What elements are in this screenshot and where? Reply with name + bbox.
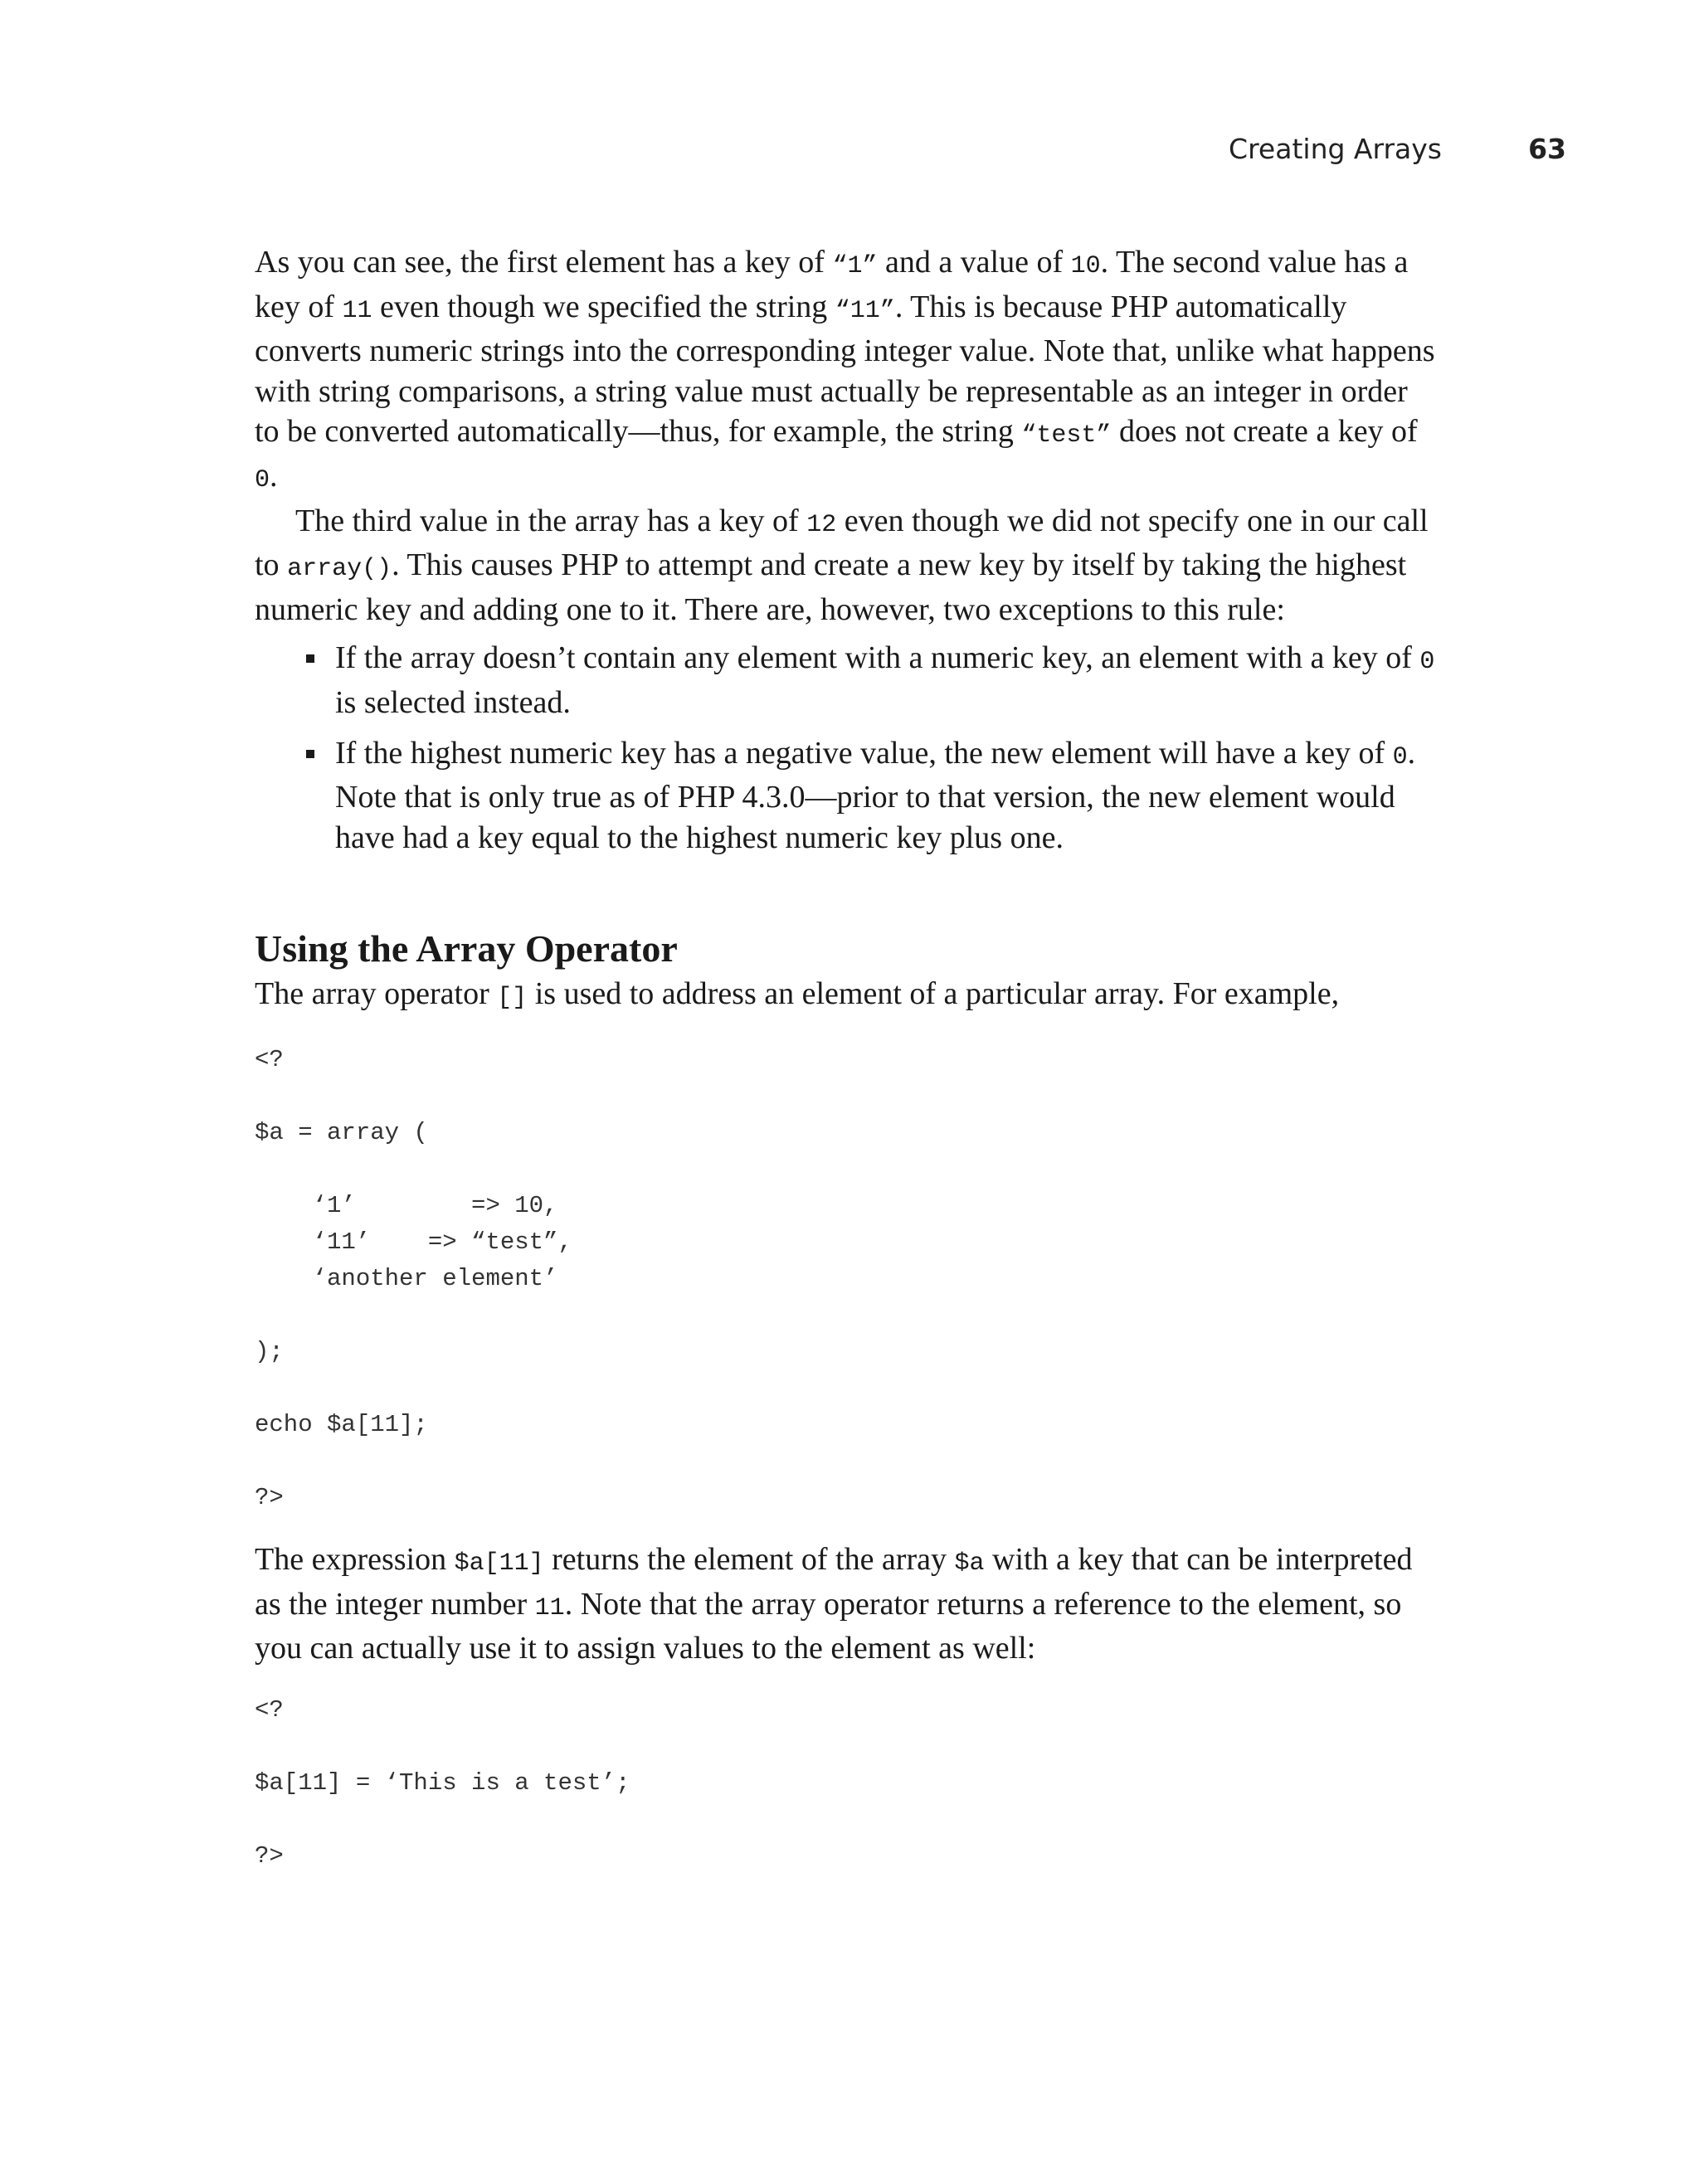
square-bullet-icon [306,750,314,758]
paragraph-4 [255,1540,1439,1669]
text-run: . Note that is only true as of PHP 4.3.0—prior to that version, the new element would have had a key equal to the highest numeric key plus one. [335,735,1416,855]
inline-code: 0 [255,465,270,494]
inline-code: $a [954,1549,985,1578]
code-block-1: <? $a = array ( ‘1’ => 10, ‘11’ => “test”, ‘another element’ ); echo $a[11]; ?> [255,1045,572,1511]
text-run: . This causes PHP to attempt and create a new key by itself by taking the highest numeric key and adding one to it. There are, however, two exceptions to this rule: [255,547,1407,627]
inline-code: “test” [1021,421,1112,450]
inline-code: “1” [832,252,878,280]
text-run: even though we did not specify one in our call to [255,503,1429,583]
text-run: does not create a key of [1111,414,1418,450]
inline-code: 0 [1392,742,1408,771]
text-run: returns the element of the array [543,1541,955,1577]
code-block-2: <? $a[11] = ‘This is a test’; ?> [255,1695,630,1870]
text-run: The array operator [255,976,498,1012]
text-run: The third value in the array has a key of [295,503,807,538]
inline-code: “11” [835,296,895,325]
inline-code: $a[11] [454,1549,544,1578]
inline-code: 11 [534,1593,565,1622]
inline-code: 12 [806,510,837,539]
text-run: with a key that can be interpreted as the integer number [255,1541,1413,1622]
list-item [335,638,1439,722]
text-run: is used to address an element of a particular array. For example, [527,976,1340,1012]
text-run: If the highest numeric key has a negative value, the new element will have a key of [335,735,1393,771]
running-title: Creating Arrays [1229,133,1442,165]
list-item [335,733,1439,859]
paragraph-1 [255,242,1439,501]
bullet-list [255,638,1439,858]
paragraph-3 [255,974,1439,1019]
page-body [255,242,1439,1875]
paragraph-2 [255,501,1439,630]
square-bullet-icon [306,654,314,663]
text-run: and a value of [877,245,1071,280]
text-run: As you can see, the first element has a key of [255,245,833,280]
inline-code: array() [287,555,392,584]
text-run: even though we specified the string [372,289,835,324]
text-run: is selected instead. [335,684,571,720]
text-run: . Note that the array operator returns a reference to the element, so you can actually use it to assign values to the element as well: [255,1586,1402,1666]
page-number: 63 [1528,133,1566,165]
inline-code: 11 [342,296,372,325]
section-heading: Using the Array Operator [255,927,678,970]
text-run: . The second value has a key of [255,245,1409,324]
inline-code: [] [497,984,528,1013]
text-run: If the array doesn’t contain any element with a numeric key, an element with a key of [335,640,1420,676]
inline-code: 0 [1419,648,1435,677]
page-header [0,133,1699,174]
text-run: The expression [255,1541,455,1577]
text-run: . [270,458,278,494]
inline-code: 10 [1070,252,1101,280]
text-run: . This is because PHP automatically converts numeric strings into the corresponding integer value. Note that, unlike what happens with string comparisons, a string value must actually be representable as an integer in order to be converted automatically—thus, for example, the string [255,289,1435,450]
